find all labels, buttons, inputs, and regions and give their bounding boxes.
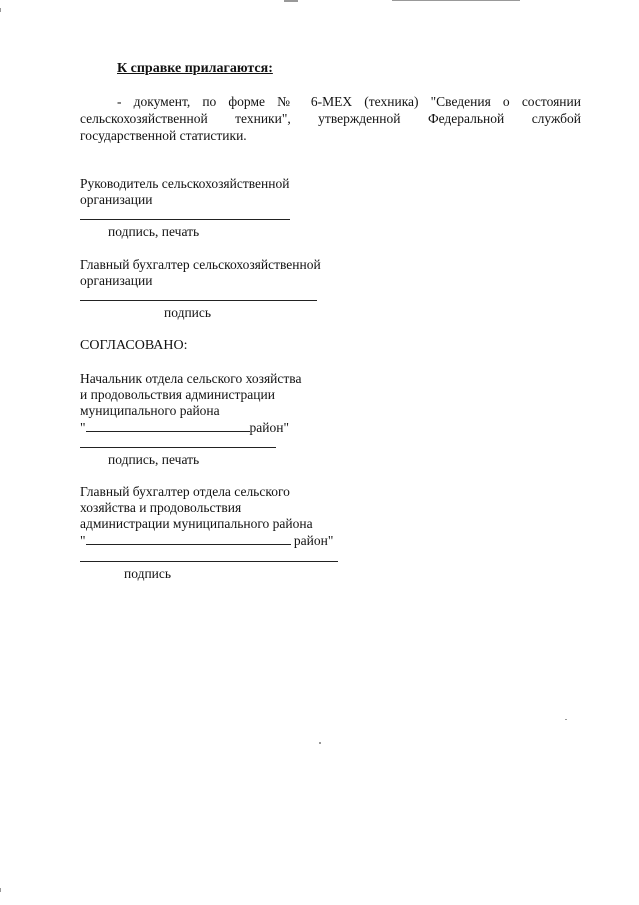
attachment-line-1: - документ, по форме № 6-МЕХ (техника) "Сведения о состоянии (117, 94, 581, 109)
district-suffix: район" (290, 533, 334, 548)
dept-accountant-line-2: хозяйства и продовольствия (80, 500, 242, 515)
scan-speck (319, 742, 321, 744)
dept-head-line-2: и продовольствия администрации (80, 387, 275, 402)
dept-head-line-3: муниципального района (80, 403, 220, 418)
dept-accountant-line-3: администрации муниципального района (80, 516, 313, 531)
dept-head-line-1: Начальник отдела сельского хозяйства (80, 371, 302, 386)
agreed-heading: СОГЛАСОВАНО: (80, 338, 188, 353)
district-open-quote: " (80, 420, 86, 435)
attachment-line-3: государственной статистики. (80, 128, 247, 143)
chief-accountant-title-line-1: Главный бухгалтер сельскохозяйственной (80, 257, 321, 272)
dept-accountant-line-1: Главный бухгалтер отдела сельского (80, 484, 290, 499)
attachments-heading: К справке прилагаются: (117, 61, 273, 76)
dept-head-district-field (80, 419, 289, 435)
dept-accountant-signature-caption: подпись (124, 566, 172, 581)
attachment-line-2: сельскохозяйственной техники", утвержденной Федеральной службой (80, 111, 581, 126)
chief-accountant-title-line-2: организации (80, 273, 153, 288)
dept-head-signature-caption: подпись, печать (108, 452, 200, 467)
chief-accountant-signature-line (80, 300, 317, 301)
district-blank (86, 532, 291, 545)
scan-speck (565, 719, 567, 720)
head-org-title-line-1: Руководитель сельскохозяйственной (80, 176, 290, 191)
head-org-title-line-2: организации (80, 192, 153, 207)
head-org-signature-line (80, 219, 290, 220)
head-org-signature-caption: подпись, печать (108, 224, 200, 239)
district-blank (86, 419, 250, 432)
scan-mark (284, 0, 298, 2)
district-open-quote: " (80, 533, 86, 548)
dept-accountant-district-field (80, 532, 333, 548)
scan-speck (0, 8, 1, 12)
dept-head-signature-line (80, 447, 276, 448)
dept-accountant-signature-line (80, 561, 338, 562)
scan-speck (0, 888, 1, 892)
chief-accountant-signature-caption: подпись (164, 305, 212, 320)
scan-mark (392, 0, 520, 1)
district-suffix: район" (249, 420, 289, 435)
